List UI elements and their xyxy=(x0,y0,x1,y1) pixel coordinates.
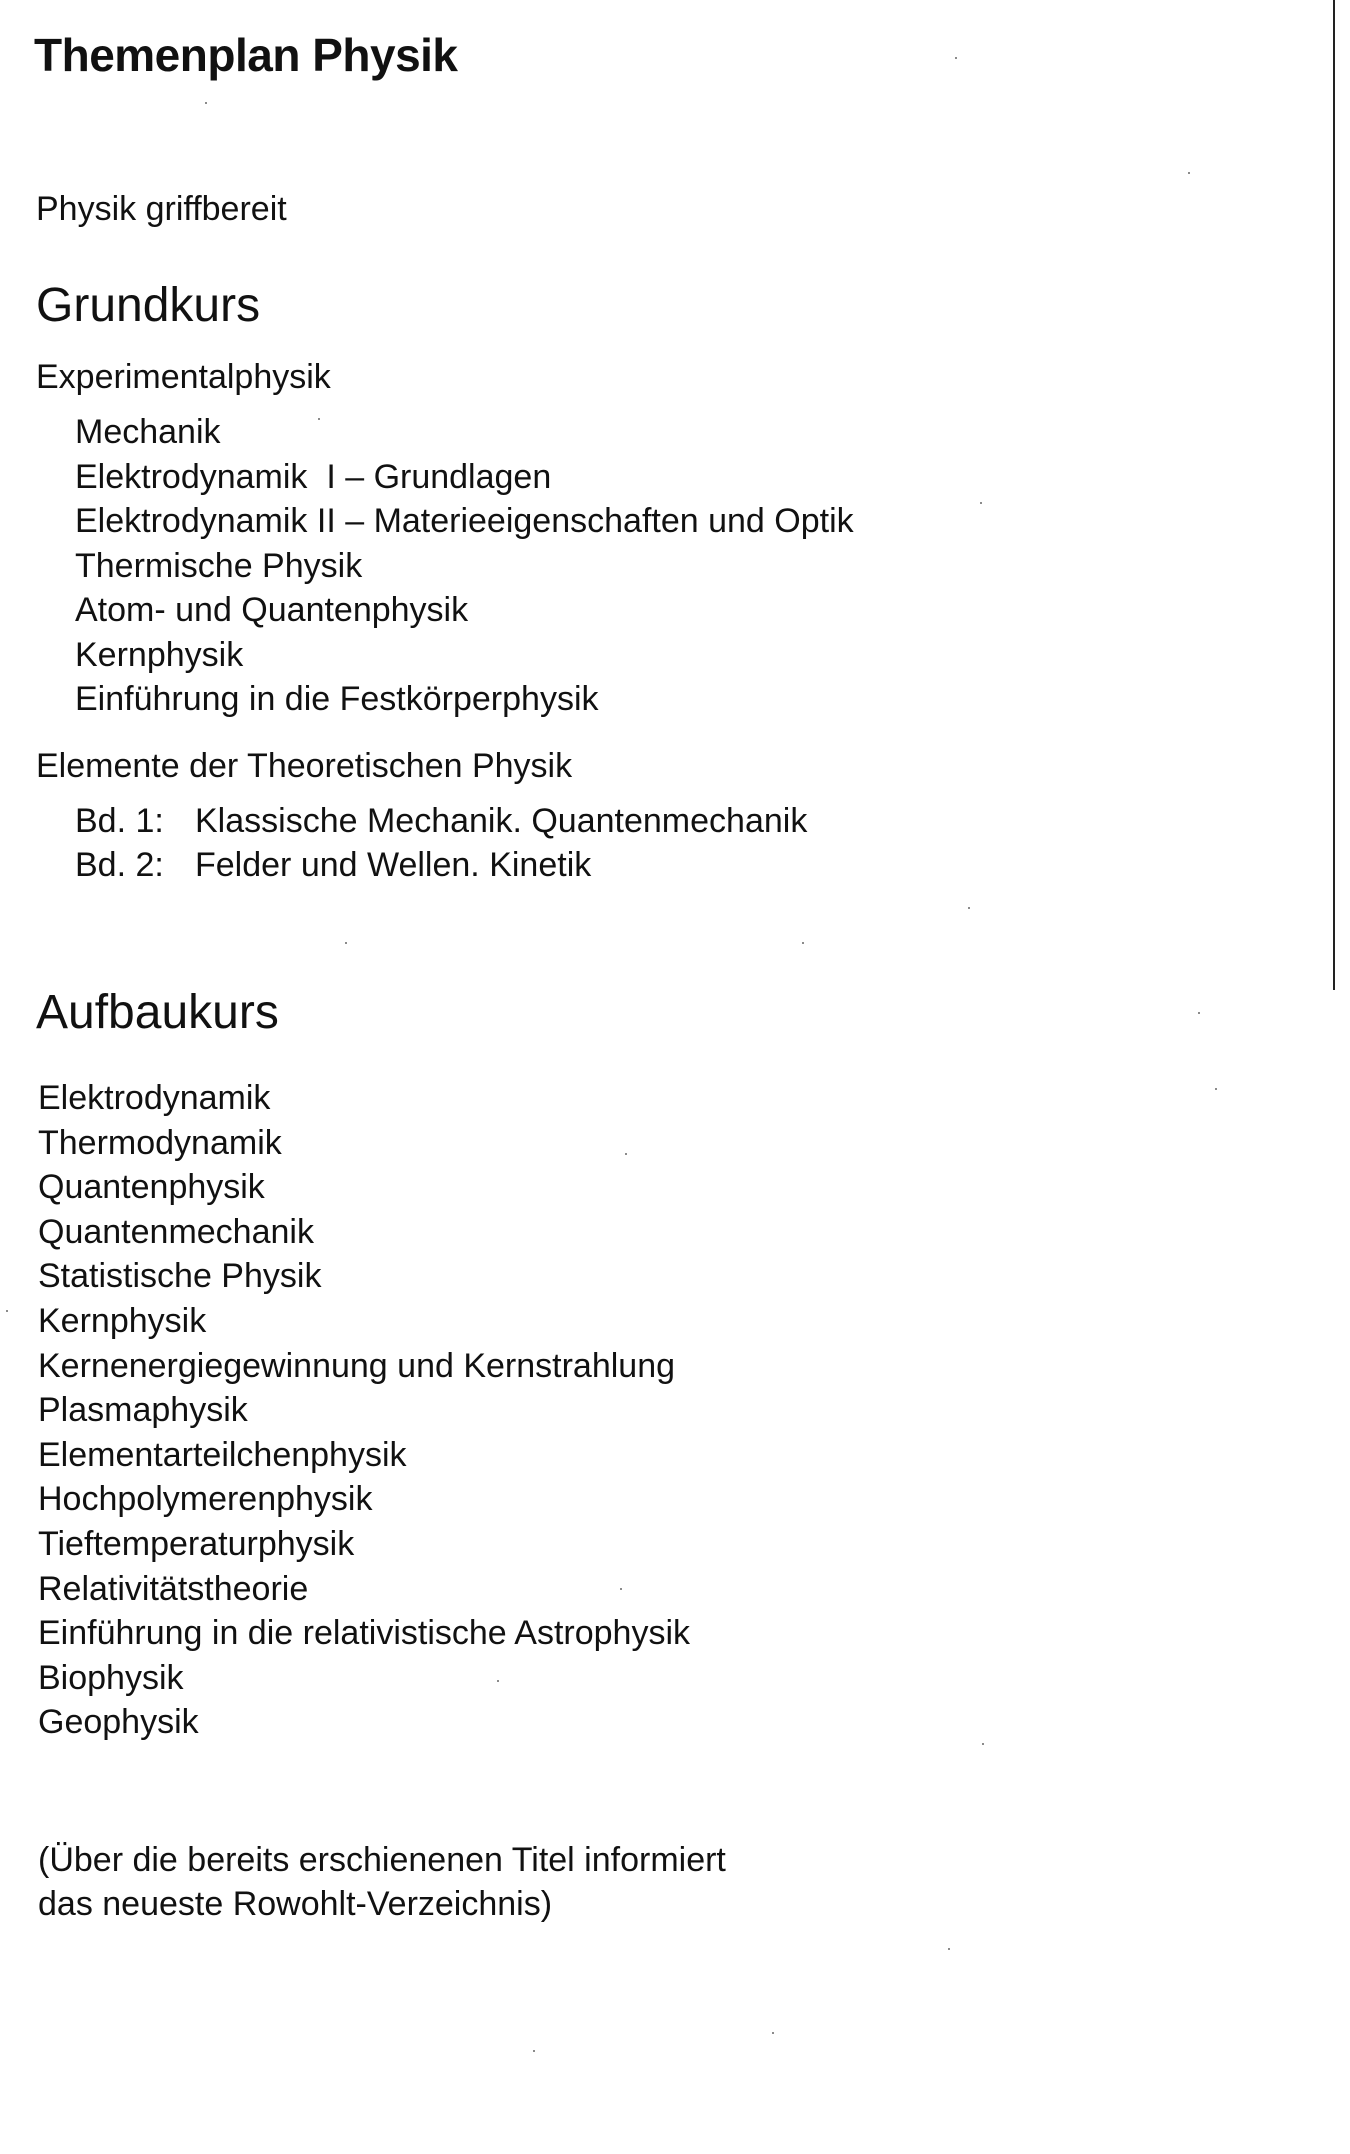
list-item: Elektrodynamik xyxy=(38,1079,271,1117)
scan-speck xyxy=(1198,1012,1200,1014)
list-item: Elektrodynamik II – Materieeigenschaften und Optik xyxy=(75,502,854,540)
scan-speck xyxy=(625,1153,627,1155)
scan-speck xyxy=(205,102,207,104)
list-item: Kernphysik xyxy=(75,635,244,674)
note-line: das neueste Rowohlt-Verzeichnis) xyxy=(38,1885,553,1923)
list-item: Biophysik xyxy=(38,1658,184,1697)
page-title: Themenplan Physik xyxy=(34,29,458,81)
list-item: Thermische Physik xyxy=(75,546,363,585)
publisher-note xyxy=(38,1838,726,1926)
scan-speck xyxy=(802,942,804,944)
list-item: Atom- und Quantenphysik xyxy=(75,591,469,629)
scan-speck xyxy=(1215,1088,1217,1090)
volume-title: Klassische Mechanik. Quantenmechanik xyxy=(195,802,808,840)
scan-speck xyxy=(318,418,320,420)
scan-speck xyxy=(772,2032,774,2034)
series-name: Physik griffbereit xyxy=(36,190,287,228)
scan-speck xyxy=(497,1680,499,1682)
page-edge-rule xyxy=(1333,0,1335,990)
experimentalphysik-list xyxy=(75,410,854,722)
list-item: Einführung in die relativistische Astrophysik xyxy=(38,1614,690,1653)
list-item: Kernphysik xyxy=(38,1301,207,1340)
section-heading-grundkurs: Grundkurs xyxy=(36,279,261,332)
list-item: Quantenphysik xyxy=(38,1168,265,1207)
scan-speck xyxy=(982,1743,984,1745)
list-item: Kernenergiegewinnung und Kernstrahlung xyxy=(38,1346,676,1385)
scan-speck xyxy=(948,1948,950,1950)
list-item: Statistische Physik xyxy=(38,1257,322,1296)
section-heading-aufbaukurs: Aufbaukurs xyxy=(36,986,279,1039)
scan-speck xyxy=(1188,172,1190,174)
volume-item xyxy=(75,799,807,843)
list-item: Elementarteilchenphysik xyxy=(38,1435,407,1474)
list-item: Quantenmechanik xyxy=(38,1212,314,1251)
scan-speck xyxy=(955,57,957,59)
scan-speck xyxy=(533,2050,535,2052)
volume-title: Felder und Wellen. Kinetik xyxy=(195,846,592,884)
note-line: (Über die bereits erschienenen Titel informiert xyxy=(38,1841,726,1879)
volume-number: Bd. 2: xyxy=(75,846,164,884)
list-item: Thermodynamik xyxy=(38,1123,282,1162)
volume-number: Bd. 1: xyxy=(75,802,164,840)
list-item: Plasmaphysik xyxy=(38,1391,248,1430)
group-label-theoretische-physik: Elemente der Theoretischen Physik xyxy=(36,747,573,785)
scan-speck xyxy=(6,1310,8,1312)
list-item: Mechanik xyxy=(75,413,221,451)
list-item: Elektrodynamik I – Grundlagen xyxy=(75,457,552,496)
scan-speck xyxy=(345,942,347,944)
list-item: Einführung in die Festkörperphysik xyxy=(75,680,599,718)
scan-speck xyxy=(980,502,982,504)
scan-speck xyxy=(968,907,970,909)
theoretische-physik-list xyxy=(75,799,807,887)
volume-item xyxy=(75,843,807,887)
aufbaukurs-list xyxy=(38,1076,690,1745)
list-item: Geophysik xyxy=(38,1703,199,1742)
list-item: Hochpolymerenphysik xyxy=(38,1480,373,1519)
list-item: Relativitätstheorie xyxy=(38,1569,309,1608)
list-item: Tieftemperaturphysik xyxy=(38,1524,355,1563)
group-label-experimentalphysik: Experimentalphysik xyxy=(36,358,331,396)
scan-speck xyxy=(620,1588,622,1590)
